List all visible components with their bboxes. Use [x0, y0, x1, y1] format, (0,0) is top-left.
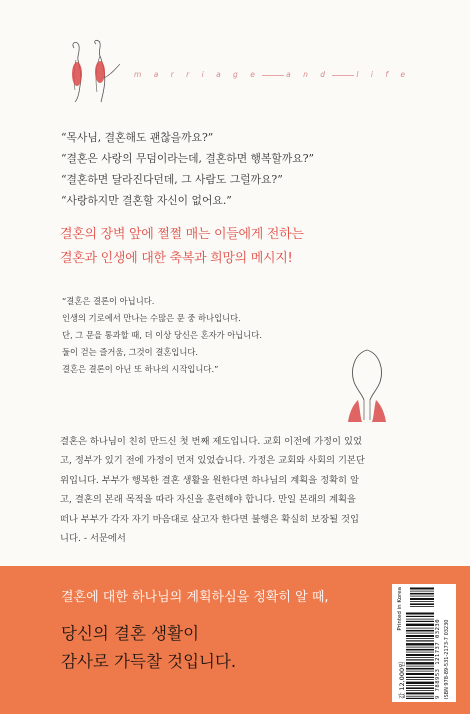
- band-main-message: [61, 620, 381, 676]
- tagline-words: [132, 70, 412, 79]
- tagline: [132, 70, 412, 82]
- barcode-box: [392, 584, 456, 702]
- body-line: 결혼은 하나님이 친히 만드신 첫 번째 제도입니다. 교회 이전에 가정이 있었: [60, 436, 362, 447]
- preface-line: 둘이 걷는 즐거움, 그것이 결혼입니다.: [62, 347, 199, 357]
- couple-illustration-icon: [60, 38, 130, 104]
- body-line: 위입니다. 부부가 행복한 결혼 생활을 원한다면 하나님의 계획을 정확히 알: [60, 474, 359, 486]
- body-line: 니다. - 서문에서: [60, 533, 126, 545]
- isbn-label: ISBN 978-89-531-2173-7 03230: [444, 619, 450, 699]
- preface-line: “결혼은 결론이 아닙니다.: [62, 296, 155, 306]
- preface-quote: [62, 293, 362, 378]
- body-text: [60, 432, 410, 548]
- quote-line: “결혼은 사랑의 무덤이라는데, 결혼하면 행복할까요?”: [61, 152, 315, 165]
- band-main-line: 감사로 가득찰 것입니다.: [61, 652, 237, 671]
- preface-line: 단, 그 문을 통과할 때, 더 이상 당신은 혼자가 아닙니다.: [62, 330, 262, 340]
- quote-line: “사랑하지만 결혼할 자신이 없어요.”: [61, 194, 232, 207]
- tagline-word-and: a n d: [286, 70, 331, 79]
- quotes-block: [61, 127, 401, 211]
- barcode-icon: [406, 587, 434, 699]
- body-line: 고, 정부가 있기 전에 가정이 먼저 있었습니다. 가정은 교회와 사회의 기본단: [60, 455, 365, 467]
- preface-line: 결혼은 결론이 아닌 또 하나의 시작입니다.”: [62, 364, 219, 374]
- tagline-word-marriage: m a r r i a g e: [134, 70, 260, 79]
- body-line: 고, 결혼의 본래 목적을 따라 자신을 훈련해야 합니다. 만일 본래의 계획을: [60, 494, 356, 506]
- quote-line: “목사님, 결혼해도 괜찮을까요?”: [61, 131, 214, 144]
- barcode-rotated: [397, 587, 455, 699]
- price-label: 값 12,000원: [398, 661, 406, 699]
- barcode-digits: 9 788953 121737 03230: [435, 618, 441, 699]
- headline-line: 결혼과 인생에 대한 축복과 희망의 메시지!: [60, 251, 293, 266]
- band-subtitle: 결혼에 대한 하나님의 계획하심을 정확히 알 때,: [61, 590, 329, 605]
- band-main-line: 당신의 결혼 생활이: [61, 624, 200, 643]
- body-line: 떠나 부부가 각자 자기 마음대로 살고자 한다면 불행은 확실히 보장될 것입: [60, 513, 359, 525]
- quote-line: “결혼하면 달라진다던데, 그 사람도 그럴까요?”: [61, 173, 283, 186]
- preface-line: 인생의 기로에서 만나는 수많은 문 중 하나입니다.: [62, 313, 241, 323]
- tagline-word-life: l i f e: [356, 70, 410, 79]
- headline: [60, 223, 420, 271]
- headline-line: 결혼의 장벽 앞에 쩔쩔 매는 이들에게 전하는: [60, 227, 304, 242]
- figure-illustration-icon: [340, 348, 394, 424]
- printed-in-label: Printed in Korea: [397, 587, 403, 631]
